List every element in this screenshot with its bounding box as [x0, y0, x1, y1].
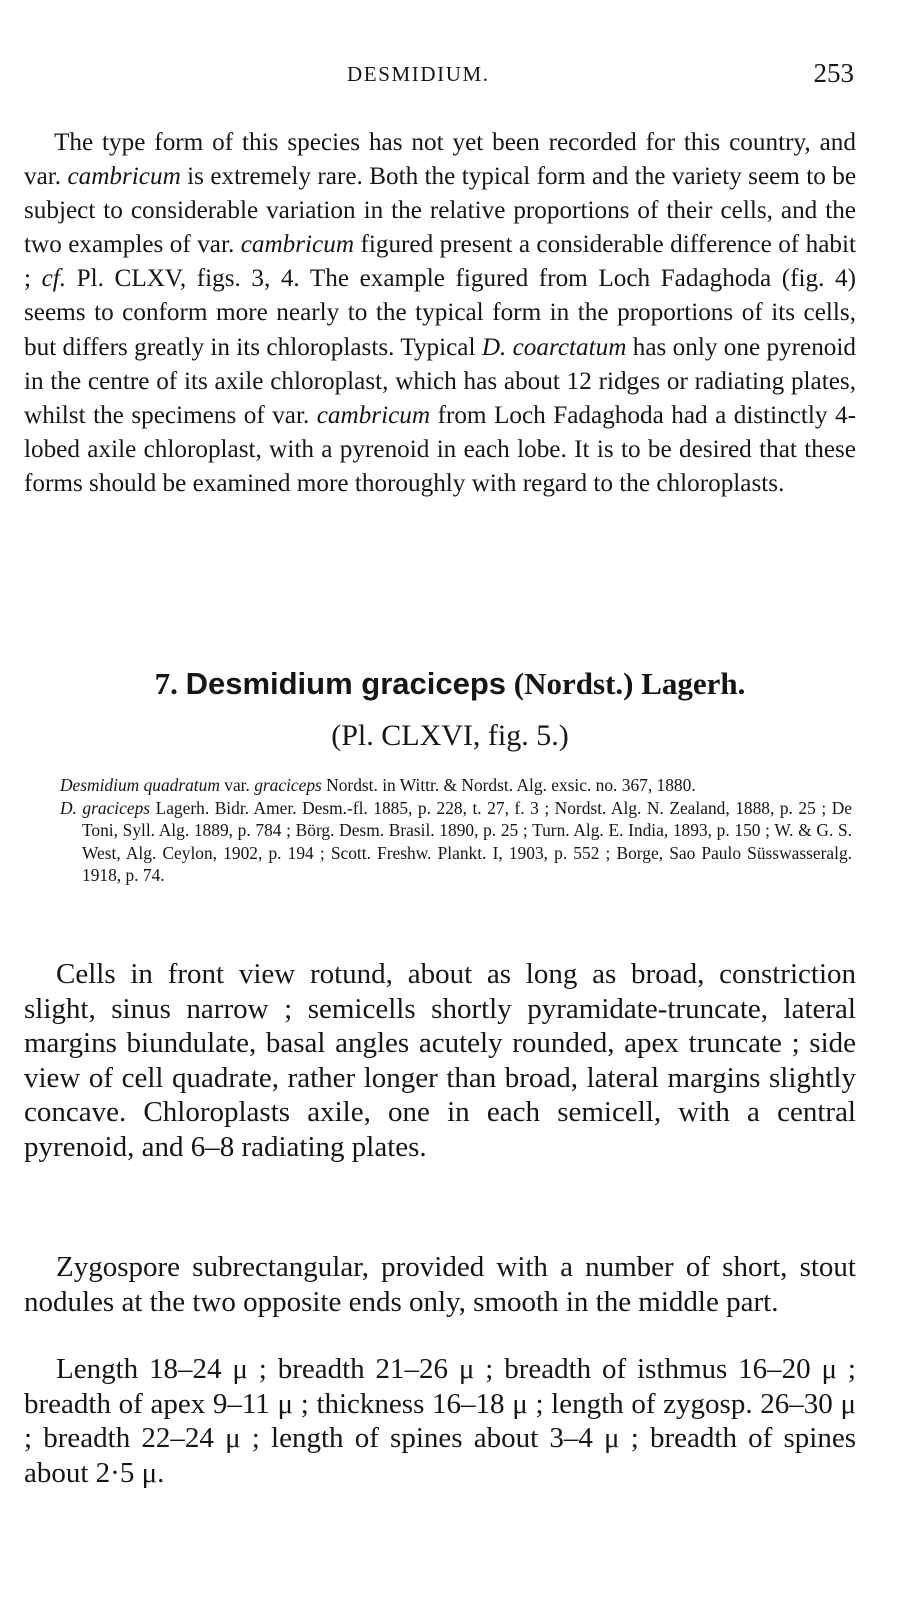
synonym-name: Desmidium quadratum — [60, 775, 220, 795]
species-number: 7. — [154, 666, 178, 701]
synonymy-list — [60, 774, 852, 887]
intro-italic: D. coarctatum — [481, 333, 627, 361]
measurements: Length 18–24 μ ; breadth 21–26 μ ; breadth of isthmus 16–20 μ ; breadth of apex 9–11 μ ; thickness 16–18 μ ; length of zygosp. 26–30 μ ; breadth 22–24 μ ; length of spines about 3–4 μ ; breadth of spines about 2·5 μ. — [24, 1353, 856, 1489]
intro-italic: cambricum — [67, 163, 181, 191]
synonym-name: D. graciceps — [60, 798, 151, 819]
page-number: 253 — [813, 58, 854, 88]
running-head — [0, 58, 900, 94]
intro-italic: cambricum — [240, 231, 355, 259]
intro-text: Pl. CLXV, figs. 3, 4. The example figured from Loch Fadaghoda (fig. 4) seems to conform more nearly to the typical form in the proportions of its cells, but differs greatly in its chloroplasts. Typical — [24, 265, 856, 361]
zygospore-description: Zygospore subrectangular, provided with a number of short, stout nodules at the two opposite ends only, smooth in the middle part. — [24, 1251, 856, 1318]
synonym-entry — [60, 797, 852, 886]
synonym-variety: graciceps — [254, 775, 322, 795]
intro-text: has only one pyrenoid in the centre of its axile chloroplast, which has about 12 ridges or radiating plates, whilst the specimens of var. — [24, 333, 856, 429]
intro-paragraph — [24, 126, 856, 501]
intro-text: figured present a considerable difference of habit ; — [24, 231, 856, 293]
intro-text: is extremely rare. Both the typical form and the variety seem to be subject to considerable variation in the relative proportions of their cells, and the two examples of var. — [24, 163, 857, 259]
intro-text: from Loch Fadaghoda had a distinctly 4-lobed axile chloroplast, with a pyrenoid in each lobe. It is to be desired that these forms should be examined more thoroughly with regard to the chloroplasts. — [24, 401, 856, 497]
cell-description: Cells in front view rotund, about as long as broad, constriction slight, sinus narrow ; semicells shortly pyramidate-truncate, lateral margins biundulate, basal angles acutely rounded, apex truncate ; side view of cell quadrate, rather longer than broad, lateral margins slightly concave. Chloroplasts axile, one in each semicell, with a central pyrenoid, and 6–8 radiating plates. — [24, 958, 856, 1163]
intro-text: The type form of this species has not yet been recorded for this country, and var. — [24, 129, 856, 191]
synonym-entry — [60, 774, 852, 796]
plate-reference: (Pl. CLXVI, fig. 5.) — [331, 719, 569, 752]
intro-italic: cambricum — [316, 401, 431, 429]
intro-italic: cf. — [41, 265, 67, 293]
synonym-text: var. — [219, 775, 255, 795]
species-heading — [0, 666, 900, 702]
synonym-text: Nordst. in Wittr. & Nordst. Alg. exsic. no. 367, 1880. — [321, 775, 696, 795]
species-name: Desmidium graciceps — [185, 666, 507, 701]
running-title: DESMIDIUM. — [347, 62, 490, 86]
synonym-text: Lagerh. Bidr. Amer. Desm.-fl. 1885, p. 228, t. 27, f. 3 ; Nordst. Alg. N. Zealand, 1888, p. 25 ; De Toni, Syll. Alg. 1889, p. 784 ; Börg. Desm. Brasil. 1890, p. 25 ; Turn. Alg. E. India, 1893, p. 150 ; W. & G. S. West, Alg. Ceylon, 1902, p. 194 ; Scott. Freshw. Plankt. I, 1903, p. 552 ; Borge, Sao Paulo Süsswasseralg. 1918, p. 74. — [82, 798, 852, 885]
species-authority: (Nordst.) Lagerh. — [506, 666, 746, 701]
